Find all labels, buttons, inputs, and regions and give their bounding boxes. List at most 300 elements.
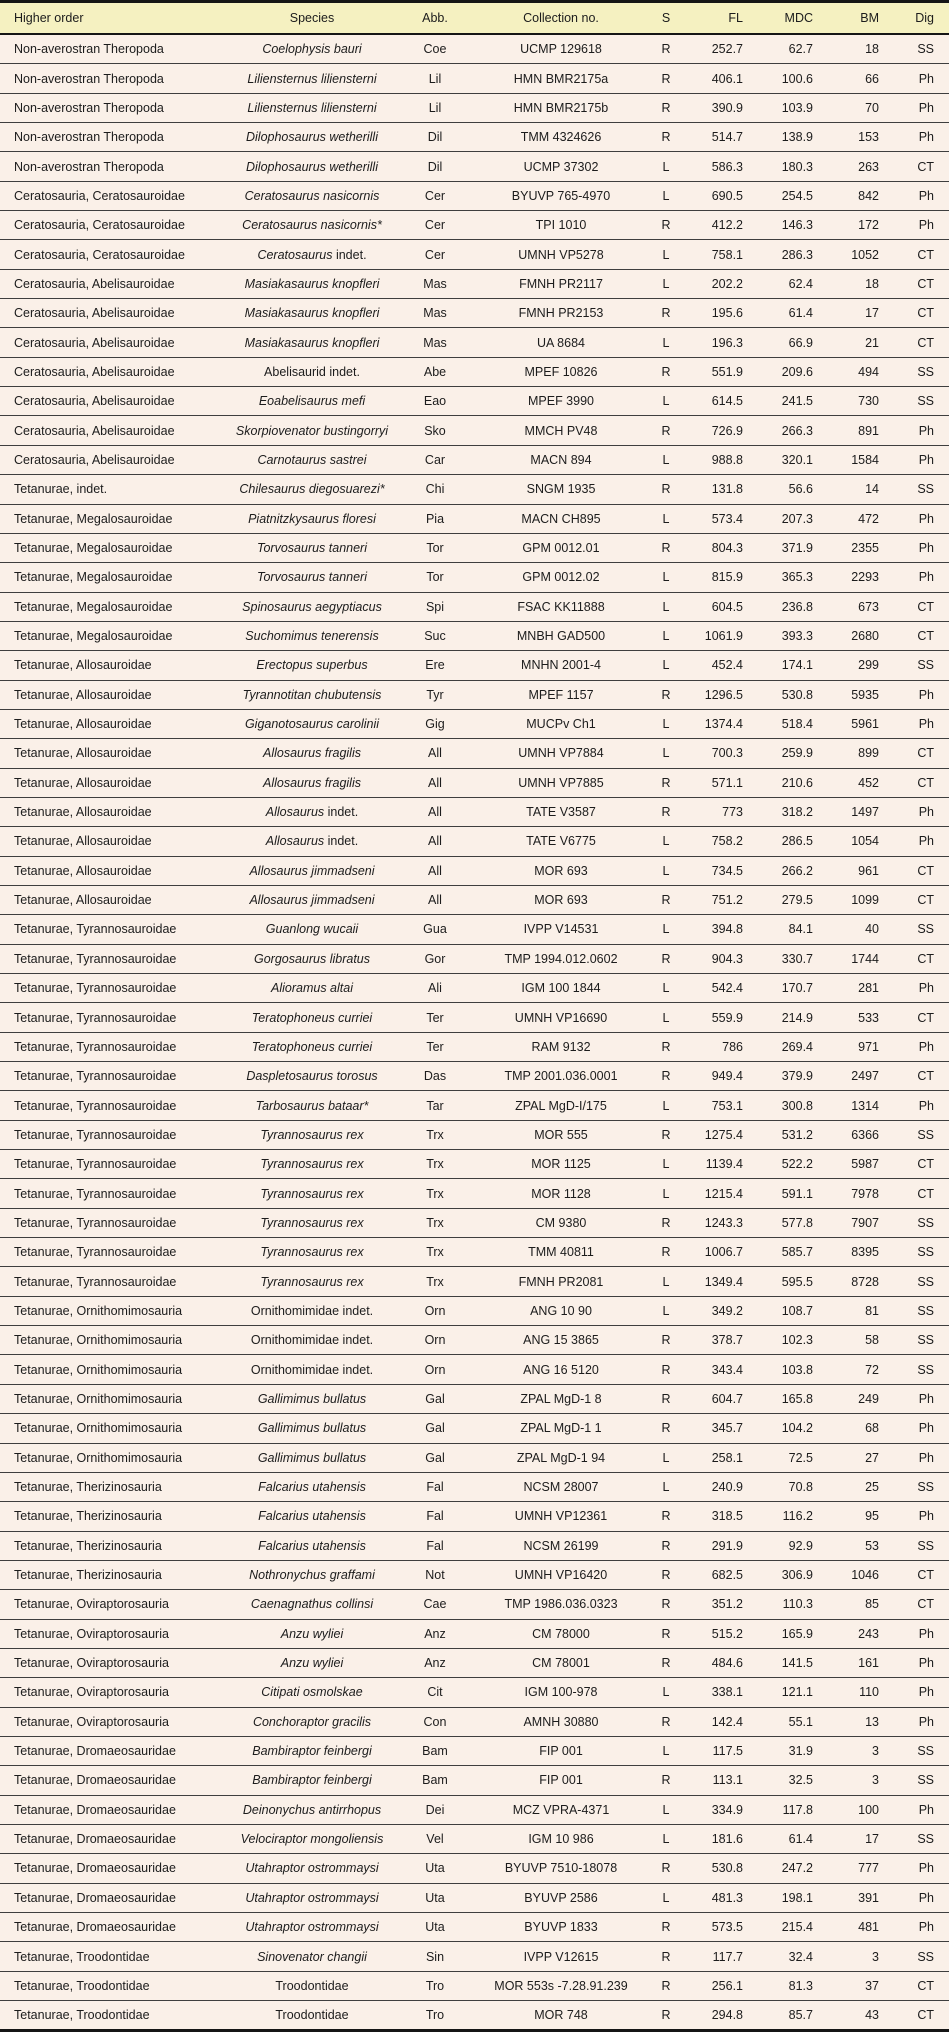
cell-dig: CT	[884, 1003, 949, 1032]
cell-mdc: 585.7	[750, 1238, 818, 1267]
cell-fl: 394.8	[688, 915, 750, 944]
cell-side: R	[644, 1560, 688, 1589]
cell-bm: 281	[818, 974, 884, 1003]
cell-bm: 961	[818, 856, 884, 885]
cell-bm: 971	[818, 1032, 884, 1061]
cell-collection-no: ZPAL MgD-1 1	[478, 1414, 644, 1443]
cell-abb: Tar	[392, 1091, 478, 1120]
cell-dig: SS	[884, 1531, 949, 1560]
cell-dig: SS	[884, 1208, 949, 1237]
cell-side: L	[644, 651, 688, 680]
cell-mdc: 286.3	[750, 240, 818, 269]
cell-mdc: 141.5	[750, 1648, 818, 1677]
cell-mdc: 31.9	[750, 1736, 818, 1765]
cell-abb: All	[392, 885, 478, 914]
cell-bm: 494	[818, 357, 884, 386]
cell-mdc: 266.2	[750, 856, 818, 885]
cell-collection-no: RAM 9132	[478, 1032, 644, 1061]
cell-collection-no: TATE V3587	[478, 797, 644, 826]
cell-fl: 751.2	[688, 885, 750, 914]
cell-bm: 1099	[818, 885, 884, 914]
cell-species	[232, 1795, 392, 1824]
table-row	[0, 416, 949, 445]
cell-abb: Orn	[392, 1355, 478, 1384]
table-row	[0, 1091, 949, 1120]
cell-fl: 1275.4	[688, 1120, 750, 1149]
cell-abb: Suc	[392, 621, 478, 650]
table-row	[0, 797, 949, 826]
cell-side: R	[644, 680, 688, 709]
cell-abb: Eao	[392, 387, 478, 416]
cell-species	[232, 1560, 392, 1589]
species-italic-part: Teratophoneus curriei	[251, 1010, 373, 1025]
cell-bm: 66	[818, 64, 884, 93]
cell-fl: 753.1	[688, 1091, 750, 1120]
cell-fl: 181.6	[688, 1824, 750, 1853]
cell-collection-no: GPM 0012.02	[478, 563, 644, 592]
cell-abb: Cer	[392, 240, 478, 269]
cell-abb: Mas	[392, 328, 478, 357]
cell-abb: Gal	[392, 1414, 478, 1443]
cell-higher-order: Non-averostran Theropoda	[0, 93, 232, 122]
cell-abb: Tor	[392, 533, 478, 562]
cell-mdc: 170.7	[750, 974, 818, 1003]
cell-species	[232, 885, 392, 914]
cell-species	[232, 1384, 392, 1413]
species-italic-part: Alioramus altai	[271, 981, 353, 996]
cell-species	[232, 827, 392, 856]
cell-mdc: 116.2	[750, 1502, 818, 1531]
cell-collection-no: TMP 1986.036.0323	[478, 1590, 644, 1619]
cell-species	[232, 1091, 392, 1120]
table-row	[0, 181, 949, 210]
cell-mdc: 92.9	[750, 1531, 818, 1560]
cell-higher-order: Ceratosauria, Abelisauroidae	[0, 299, 232, 328]
table-row	[0, 974, 949, 1003]
species-italic-part: Dilophosaurus wetherilli	[245, 130, 378, 145]
table-row	[0, 1766, 949, 1795]
cell-collection-no: MOR 555	[478, 1120, 644, 1149]
cell-mdc: 62.7	[750, 34, 818, 64]
cell-side: L	[644, 1179, 688, 1208]
cell-abb: Sko	[392, 416, 478, 445]
cell-abb: Fal	[392, 1502, 478, 1531]
cell-species	[232, 1766, 392, 1795]
cell-collection-no: FIP 001	[478, 1736, 644, 1765]
cell-collection-no: SNGM 1935	[478, 475, 644, 504]
species-italic-part: Utahraptor ostrommaysi	[245, 1890, 379, 1905]
cell-collection-no: MACN CH895	[478, 504, 644, 533]
cell-species	[232, 1678, 392, 1707]
cell-dig: Ph	[884, 445, 949, 474]
cell-fl: 604.7	[688, 1384, 750, 1413]
cell-bm: 37	[818, 1971, 884, 2000]
cell-collection-no: NCSM 26199	[478, 1531, 644, 1560]
cell-mdc: 320.1	[750, 445, 818, 474]
cell-fl: 1061.9	[688, 621, 750, 650]
cell-collection-no: FMNH PR2081	[478, 1267, 644, 1296]
cell-side: R	[644, 357, 688, 386]
cell-fl: 412.2	[688, 211, 750, 240]
species-italic-part: Liliensternus liliensterni	[247, 100, 377, 115]
cell-dig: Ph	[884, 563, 949, 592]
column-header-abb: Abb.	[392, 3, 478, 34]
cell-dig: SS	[884, 475, 949, 504]
cell-abb: Ali	[392, 974, 478, 1003]
cell-collection-no: UMNH VP16690	[478, 1003, 644, 1032]
cell-mdc: 300.8	[750, 1091, 818, 1120]
cell-fl: 113.1	[688, 1766, 750, 1795]
cell-higher-order: Tetanurae, Dromaeosauridae	[0, 1795, 232, 1824]
cell-mdc: 62.4	[750, 269, 818, 298]
cell-fl: 614.5	[688, 387, 750, 416]
cell-dig: SS	[884, 1355, 949, 1384]
cell-higher-order: Tetanurae, Megalosauroidae	[0, 504, 232, 533]
cell-species	[232, 1502, 392, 1531]
cell-species	[232, 1120, 392, 1149]
cell-fl: 343.4	[688, 1355, 750, 1384]
cell-side: R	[644, 1414, 688, 1443]
table-row	[0, 915, 949, 944]
cell-higher-order: Non-averostran Theropoda	[0, 152, 232, 181]
species-italic-part: Suchomimus tenerensis	[245, 629, 379, 644]
cell-mdc: 138.9	[750, 123, 818, 152]
cell-dig: Ph	[884, 1414, 949, 1443]
cell-higher-order: Tetanurae, Therizinosauria	[0, 1502, 232, 1531]
cell-mdc: 241.5	[750, 387, 818, 416]
cell-bm: 17	[818, 1824, 884, 1853]
cell-mdc: 66.9	[750, 328, 818, 357]
cell-fl: 142.4	[688, 1707, 750, 1736]
cell-bm: 5987	[818, 1150, 884, 1179]
cell-bm: 8395	[818, 1238, 884, 1267]
cell-mdc: 165.8	[750, 1384, 818, 1413]
cell-collection-no: CM 78000	[478, 1619, 644, 1648]
table-row	[0, 1854, 949, 1883]
cell-fl: 1296.5	[688, 680, 750, 709]
cell-bm: 1046	[818, 1560, 884, 1589]
cell-higher-order: Tetanurae, Tyrannosauroidae	[0, 915, 232, 944]
cell-species	[232, 797, 392, 826]
cell-higher-order: Tetanurae, Oviraptorosauria	[0, 1619, 232, 1648]
cell-mdc: 259.9	[750, 739, 818, 768]
cell-mdc: 84.1	[750, 915, 818, 944]
cell-mdc: 236.8	[750, 592, 818, 621]
table-row	[0, 1502, 949, 1531]
table-row	[0, 1648, 949, 1677]
cell-bm: 3	[818, 1736, 884, 1765]
cell-abb: Trx	[392, 1208, 478, 1237]
species-plain-part: Abelisaurid indet.	[264, 364, 360, 379]
cell-abb: Cer	[392, 211, 478, 240]
cell-collection-no: IGM 100 1844	[478, 974, 644, 1003]
table-row	[0, 1120, 949, 1149]
table-row	[0, 1384, 949, 1413]
cell-bm: 40	[818, 915, 884, 944]
cell-species	[232, 357, 392, 386]
cell-dig: CT	[884, 240, 949, 269]
cell-side: R	[644, 1502, 688, 1531]
table-row	[0, 1707, 949, 1736]
cell-higher-order: Tetanurae, Oviraptorosauria	[0, 1590, 232, 1619]
cell-collection-no: MMCH PV48	[478, 416, 644, 445]
cell-mdc: 103.9	[750, 93, 818, 122]
cell-abb: Cae	[392, 1590, 478, 1619]
cell-species	[232, 240, 392, 269]
cell-bm: 1497	[818, 797, 884, 826]
cell-dig: SS	[884, 357, 949, 386]
cell-mdc: 365.3	[750, 563, 818, 592]
cell-side: L	[644, 563, 688, 592]
table-row	[0, 885, 949, 914]
cell-species	[232, 123, 392, 152]
cell-side: L	[644, 1296, 688, 1325]
cell-higher-order: Tetanurae, Dromaeosauridae	[0, 1913, 232, 1942]
cell-dig: CT	[884, 1590, 949, 1619]
cell-dig: Ph	[884, 181, 949, 210]
table-row	[0, 1326, 949, 1355]
cell-mdc: 121.1	[750, 1678, 818, 1707]
cell-mdc: 32.4	[750, 1942, 818, 1971]
cell-collection-no: MNBH GAD500	[478, 621, 644, 650]
cell-bm: 730	[818, 387, 884, 416]
cell-abb: All	[392, 768, 478, 797]
cell-side: L	[644, 1824, 688, 1853]
cell-fl: 1139.4	[688, 1150, 750, 1179]
cell-side: L	[644, 1678, 688, 1707]
column-header-species: Species	[232, 3, 392, 34]
cell-side: R	[644, 944, 688, 973]
table-row	[0, 152, 949, 181]
cell-dig: SS	[884, 1824, 949, 1853]
cell-abb: Tor	[392, 563, 478, 592]
cell-species	[232, 1590, 392, 1619]
cell-collection-no: FMNH PR2117	[478, 269, 644, 298]
species-italic-part: Piatnitzkysaurus floresi	[248, 511, 376, 526]
cell-collection-no: ZPAL MgD-I/175	[478, 1091, 644, 1120]
cell-dig: Ph	[884, 1443, 949, 1472]
cell-higher-order: Tetanurae, Allosauroidae	[0, 797, 232, 826]
cell-dig: Ph	[884, 1707, 949, 1736]
column-header-higher-order: Higher order	[0, 3, 232, 34]
cell-abb: Ter	[392, 1032, 478, 1061]
cell-mdc: 209.6	[750, 357, 818, 386]
cell-side: R	[644, 1913, 688, 1942]
cell-bm: 43	[818, 2001, 884, 2030]
species-italic-part: Anzu wyliei	[280, 1626, 344, 1641]
species-plain-part: indet.	[324, 805, 359, 820]
cell-collection-no: ZPAL MgD-1 94	[478, 1443, 644, 1472]
cell-collection-no: ANG 15 3865	[478, 1326, 644, 1355]
cell-mdc: 174.1	[750, 651, 818, 680]
cell-bm: 53	[818, 1531, 884, 1560]
cell-species	[232, 1913, 392, 1942]
cell-bm: 3	[818, 1766, 884, 1795]
cell-fl: 604.5	[688, 592, 750, 621]
cell-species	[232, 1883, 392, 1912]
cell-fl: 515.2	[688, 1619, 750, 1648]
species-plain-part: Troodontidae	[275, 1978, 349, 1993]
table-row	[0, 1238, 949, 1267]
cell-mdc: 210.6	[750, 768, 818, 797]
table-row	[0, 621, 949, 650]
species-italic-part: Masiakasaurus knopfleri	[244, 335, 380, 350]
cell-higher-order: Tetanurae, Tyrannosauroidae	[0, 944, 232, 973]
cell-side: L	[644, 974, 688, 1003]
cell-higher-order: Tetanurae, Ornithomimosauria	[0, 1326, 232, 1355]
table-row	[0, 240, 949, 269]
cell-bm: 27	[818, 1443, 884, 1472]
cell-higher-order: Tetanurae, indet.	[0, 475, 232, 504]
cell-fl: 338.1	[688, 1678, 750, 1707]
cell-higher-order: Non-averostran Theropoda	[0, 64, 232, 93]
cell-mdc: 254.5	[750, 181, 818, 210]
cell-bm: 8728	[818, 1267, 884, 1296]
cell-collection-no: IVPP V14531	[478, 915, 644, 944]
cell-higher-order: Tetanurae, Allosauroidae	[0, 680, 232, 709]
table-row	[0, 563, 949, 592]
cell-higher-order: Tetanurae, Dromaeosauridae	[0, 1883, 232, 1912]
cell-fl: 345.7	[688, 1414, 750, 1443]
cell-collection-no: MOR 693	[478, 856, 644, 885]
cell-side: R	[644, 1707, 688, 1736]
cell-species	[232, 387, 392, 416]
cell-bm: 2355	[818, 533, 884, 562]
table-row	[0, 1003, 949, 1032]
species-italic-part: Gallimimus bullatus	[257, 1450, 367, 1465]
cell-collection-no: MUCPv Ch1	[478, 709, 644, 738]
table-row	[0, 269, 949, 298]
cell-dig: SS	[884, 1238, 949, 1267]
cell-collection-no: UMNH VP7884	[478, 739, 644, 768]
cell-higher-order: Tetanurae, Tyrannosauroidae	[0, 1238, 232, 1267]
cell-fl: 804.3	[688, 533, 750, 562]
cell-higher-order: Tetanurae, Tyrannosauroidae	[0, 1267, 232, 1296]
cell-mdc: 103.8	[750, 1355, 818, 1384]
cell-fl: 573.5	[688, 1913, 750, 1942]
cell-higher-order: Tetanurae, Ornithomimosauria	[0, 1296, 232, 1325]
cell-mdc: 279.5	[750, 885, 818, 914]
cell-side: L	[644, 387, 688, 416]
cell-side: R	[644, 93, 688, 122]
cell-abb: Gal	[392, 1384, 478, 1413]
cell-dig: Ph	[884, 123, 949, 152]
species-plain-part: Ornithomimidae indet.	[250, 1333, 374, 1348]
cell-fl: 734.5	[688, 856, 750, 885]
cell-fl: 571.1	[688, 768, 750, 797]
cell-species	[232, 211, 392, 240]
table-row	[0, 64, 949, 93]
cell-collection-no: FIP 001	[478, 1766, 644, 1795]
table-row	[0, 1267, 949, 1296]
cell-higher-order: Tetanurae, Ornithomimosauria	[0, 1384, 232, 1413]
cell-mdc: 269.4	[750, 1032, 818, 1061]
cell-species	[232, 1414, 392, 1443]
cell-dig: SS	[884, 1267, 949, 1296]
cell-mdc: 595.5	[750, 1267, 818, 1296]
cell-mdc: 371.9	[750, 533, 818, 562]
cell-fl: 690.5	[688, 181, 750, 210]
cell-collection-no: UMNH VP16420	[478, 1560, 644, 1589]
cell-collection-no: MOR 1128	[478, 1179, 644, 1208]
species-italic-part: Daspletosaurus torosus	[246, 1069, 378, 1084]
cell-abb: Dil	[392, 152, 478, 181]
cell-dig: Ph	[884, 1032, 949, 1061]
cell-collection-no: FSAC KK11888	[478, 592, 644, 621]
cell-mdc: 85.7	[750, 2001, 818, 2030]
species-italic-part: Gorgosaurus libratus	[253, 951, 371, 966]
species-italic-part: Tyrannotitan chubutensis	[242, 687, 382, 702]
cell-collection-no: UA 8684	[478, 328, 644, 357]
species-italic-part: Carnotaurus sastrei	[257, 452, 367, 467]
cell-higher-order: Tetanurae, Oviraptorosauria	[0, 1648, 232, 1677]
table-row	[0, 827, 949, 856]
cell-species	[232, 1208, 392, 1237]
species-italic-part: Citipati osmolskae	[261, 1685, 363, 1700]
cell-species	[232, 1443, 392, 1472]
table-row	[0, 1472, 949, 1501]
table-row	[0, 709, 949, 738]
cell-fl: 815.9	[688, 563, 750, 592]
cell-fl: 530.8	[688, 1854, 750, 1883]
cell-higher-order: Tetanurae, Troodontidae	[0, 2001, 232, 2030]
cell-fl: 452.4	[688, 651, 750, 680]
cell-fl: 1349.4	[688, 1267, 750, 1296]
cell-collection-no: MOR 693	[478, 885, 644, 914]
cell-mdc: 198.1	[750, 1883, 818, 1912]
cell-collection-no: MOR 1125	[478, 1150, 644, 1179]
cell-collection-no: GPM 0012.01	[478, 533, 644, 562]
cell-side: L	[644, 1267, 688, 1296]
cell-dig: CT	[884, 1560, 949, 1589]
cell-fl: 514.7	[688, 123, 750, 152]
cell-higher-order: Tetanurae, Therizinosauria	[0, 1472, 232, 1501]
cell-dig: Ph	[884, 1384, 949, 1413]
cell-bm: 1584	[818, 445, 884, 474]
cell-dig: Ph	[884, 416, 949, 445]
cell-fl: 758.1	[688, 240, 750, 269]
cell-bm: 58	[818, 1326, 884, 1355]
cell-side: L	[644, 592, 688, 621]
cell-fl: 318.5	[688, 1502, 750, 1531]
cell-side: R	[644, 34, 688, 64]
cell-species	[232, 1296, 392, 1325]
cell-abb: Gua	[392, 915, 478, 944]
cell-abb: Lil	[392, 64, 478, 93]
cell-abb: Anz	[392, 1648, 478, 1677]
cell-bm: 161	[818, 1648, 884, 1677]
cell-mdc: 247.2	[750, 1854, 818, 1883]
cell-higher-order: Tetanurae, Ornithomimosauria	[0, 1414, 232, 1443]
cell-dig: CT	[884, 1062, 949, 1091]
species-italic-part: Tyrannosaurus rex	[260, 1157, 364, 1172]
column-header-dig: Dig	[884, 3, 949, 34]
cell-mdc: 117.8	[750, 1795, 818, 1824]
cell-abb: Orn	[392, 1296, 478, 1325]
cell-side: L	[644, 152, 688, 181]
cell-collection-no: NCSM 28007	[478, 1472, 644, 1501]
cell-dig: Ph	[884, 504, 949, 533]
cell-mdc: 207.3	[750, 504, 818, 533]
cell-dig: Ph	[884, 93, 949, 122]
cell-species	[232, 944, 392, 973]
cell-fl: 988.8	[688, 445, 750, 474]
cell-dig: Ph	[884, 1648, 949, 1677]
cell-species	[232, 1032, 392, 1061]
table-row	[0, 1150, 949, 1179]
cell-collection-no: UCMP 129618	[478, 34, 644, 64]
cell-collection-no: MPEF 1157	[478, 680, 644, 709]
